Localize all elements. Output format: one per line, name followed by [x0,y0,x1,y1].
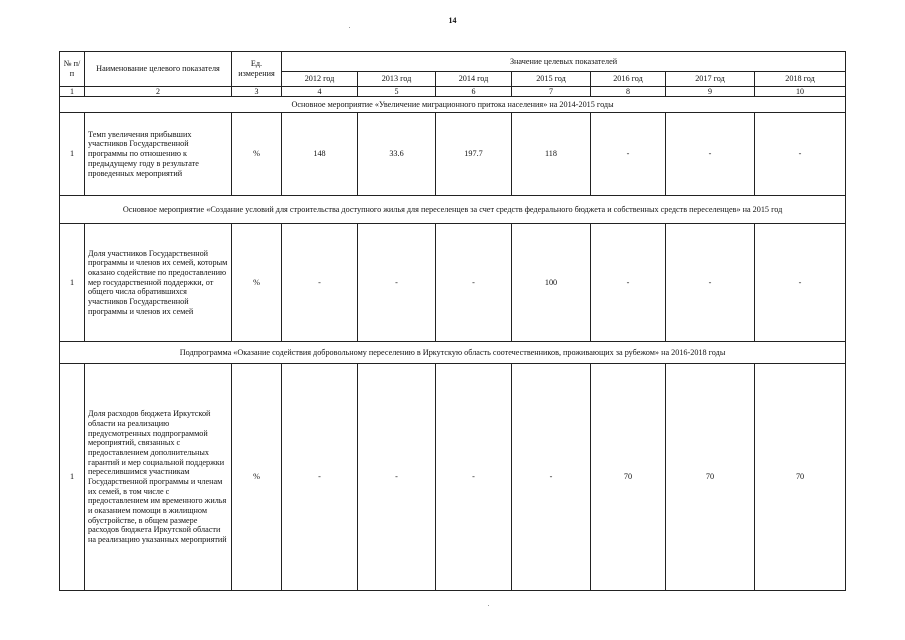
unit-cell: % [232,113,282,196]
column-number: 9 [666,87,755,97]
indicator-name: Доля расходов бюджета Иркутской области на реализацию предусмотренных подпрограммой мероприятий, связанных с предоставлением дополнительных гарантий и мер социальной поддержки переселившимся участникам Государственной программы и членам их семей, в том числе с предоставлением им временного жилья и оказанием помощи в жилищном обустройстве, в общем размере расходов бюджета Иркутской области на реализацию указанных мероприятий [85,364,232,591]
page-number: 14 [448,16,457,25]
row-num: 1 [60,113,85,196]
column-number: 8 [591,87,666,97]
section-title-row [60,97,846,113]
value-cell: 70 [591,364,666,591]
header-values-group: Значение целевых показателей [282,52,846,72]
unit-cell: % [232,224,282,342]
value-cell: - [436,224,512,342]
header-num: № п/п [60,52,85,87]
section-title: Основное мероприятие «Создание условий для строительства доступного жилья для переселенцев за счет средств федерального бюджета и собственных средств переселенцев» на 2015 год [60,196,846,224]
value-cell: 197.7 [436,113,512,196]
value-cell: 148 [282,113,358,196]
value-cell: 33.6 [358,113,436,196]
column-number: 6 [436,87,512,97]
value-cell: 70 [666,364,755,591]
column-number: 4 [282,87,358,97]
value-cell: - [755,113,846,196]
target-indicators-table [59,51,846,591]
indicator-name: Темп увеличения прибывших участников Государственной программы по отношению к предыдущему году в результате проведенных мероприятий [85,113,232,196]
column-number: 2 [85,87,232,97]
row-num: 1 [60,224,85,342]
table-row [60,113,846,196]
value-cell: - [591,224,666,342]
unit-cell: % [232,364,282,591]
indicator-name: Доля участников Государственной программы и членов их семей, которым оказано содействие по предоставлению мер государственной поддержки, от общего числа обратившихся участников Государственной программы и членов их семей [85,224,232,342]
column-number: 3 [232,87,282,97]
column-number: 1 [60,87,85,97]
value-cell: - [358,364,436,591]
value-cell: - [358,224,436,342]
header-year: 2012 год [282,72,358,87]
value-cell: - [512,364,591,591]
scan-speck [349,27,350,28]
column-number: 10 [755,87,846,97]
header-name: Наименование целевого показателя [85,52,232,87]
column-number: 5 [358,87,436,97]
value-cell: - [755,224,846,342]
section-title: Основное мероприятие «Увеличение миграционного притока населения» на 2014-2015 годы [60,97,846,113]
column-numbers-row [60,87,846,97]
value-cell: 118 [512,113,591,196]
header-year: 2015 год [512,72,591,87]
header-year: 2014 год [436,72,512,87]
value-cell: - [591,113,666,196]
column-number: 7 [512,87,591,97]
section-title-row [60,196,846,224]
value-cell: - [282,224,358,342]
header-row [60,52,846,72]
scan-speck [488,605,489,606]
value-cell: - [436,364,512,591]
value-cell: 100 [512,224,591,342]
section-title-row [60,342,846,364]
header-year: 2018 год [755,72,846,87]
value-cell: - [666,224,755,342]
header-year: 2016 год [591,72,666,87]
section-title: Подпрограмма «Оказание содействия добровольному переселению в Иркутскую область соотечественников, проживающих за рубежом» на 2016-2018 годы [60,342,846,364]
header-unit: Ед. измерения [232,52,282,87]
table-row [60,224,846,342]
value-cell: - [282,364,358,591]
header-year: 2013 год [358,72,436,87]
row-num: 1 [60,364,85,591]
value-cell: 70 [755,364,846,591]
header-year: 2017 год [666,72,755,87]
value-cell: - [666,113,755,196]
table-row [60,364,846,591]
